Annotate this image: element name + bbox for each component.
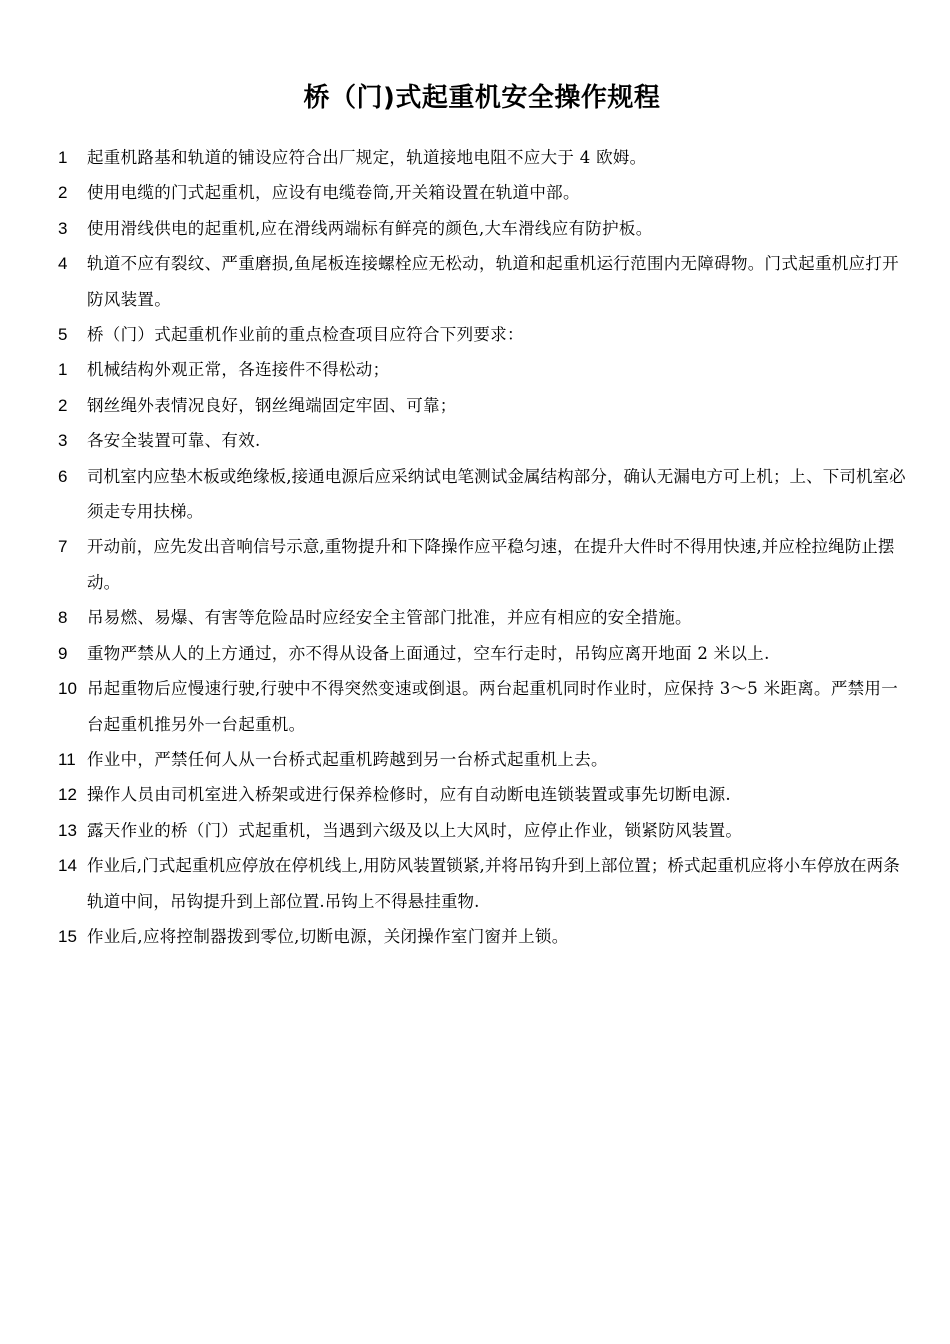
sub-rule-item bbox=[58, 388, 910, 423]
rule-number: 9 bbox=[58, 643, 68, 663]
rule-item bbox=[58, 211, 910, 246]
rule-number: 13 bbox=[58, 820, 77, 840]
rule-number: 2 bbox=[58, 395, 68, 415]
rule-text: 开动前，应先发出音响信号示意,重物提升和下降操作应平稳匀速，在提升大件时不得用快速,并应栓拉绳防止摆动。 bbox=[87, 537, 895, 592]
rule-text: 作业后,应将控制器拨到零位,切断电源，关闭操作室门窗并上锁。 bbox=[87, 926, 569, 946]
rule-text: 露天作业的桥（门）式起重机，当遇到六级及以上大风时，应停止作业，锁紧防风装置。 bbox=[87, 820, 743, 840]
rule-text: 桥（门）式起重机作业前的重点检查项目应符合下列要求： bbox=[87, 325, 524, 345]
rule-item bbox=[58, 317, 910, 352]
rule-item bbox=[58, 919, 910, 954]
rule-item bbox=[58, 600, 910, 635]
rule-number: 11 bbox=[58, 749, 76, 769]
rule-item bbox=[58, 742, 910, 777]
rule-item bbox=[58, 529, 910, 600]
rule-text: 使用电缆的门式起重机，应设有电缆卷筒,开关箱设置在轨道中部。 bbox=[87, 183, 580, 203]
rule-item bbox=[58, 848, 910, 919]
rule-text: 吊易燃、易爆、有害等危险品时应经安全主管部门批准，并应有相应的安全措施。 bbox=[87, 608, 692, 628]
rule-item bbox=[58, 813, 910, 848]
rule-item bbox=[58, 459, 910, 530]
rule-number: 14 bbox=[58, 856, 77, 876]
rule-text: 作业后,门式起重机应停放在停机线上,用防风装置锁紧,并将吊钩升到上部位置；桥式起重机应将小车停放在两条轨道中间，吊钩提升到上部位置.吊钩上不得悬挂重物. bbox=[87, 856, 900, 911]
rule-number: 5 bbox=[58, 325, 68, 345]
rule-item bbox=[58, 671, 910, 742]
rules-list bbox=[58, 140, 910, 954]
sub-rule-item bbox=[58, 423, 910, 458]
rule-number: 6 bbox=[58, 466, 68, 486]
rule-text: 使用滑线供电的起重机,应在滑线两端标有鲜亮的颜色,大车滑线应有防护板。 bbox=[87, 218, 653, 238]
document-title: 桥（门)式起重机安全操作规程 bbox=[303, 83, 661, 113]
rule-item bbox=[58, 636, 910, 671]
rule-item bbox=[58, 140, 910, 175]
rule-text: 司机室内应垫木板或绝缘板,接通电源后应采纳试电笔测试金属结构部分，确认无漏电方可上机；上、下司机室必须走专用扶梯。 bbox=[87, 466, 906, 522]
rule-text: 重物严禁从人的上方通过，亦不得从设备上面通过，空车行走时，吊钩应离开地面 2 米以上. bbox=[87, 643, 770, 663]
rule-text: 钢丝绳外表情况良好，钢丝绳端固定牢固、可靠； bbox=[87, 395, 457, 415]
rule-item bbox=[58, 777, 910, 812]
rule-number: 12 bbox=[58, 785, 77, 805]
rule-text: 起重机路基和轨道的铺设应符合出厂规定，轨道接地电阻不应大于 4 欧姆。 bbox=[87, 148, 647, 167]
rule-number: 2 bbox=[58, 183, 68, 203]
rule-item bbox=[58, 246, 910, 317]
rule-number: 1 bbox=[58, 148, 68, 167]
rule-text: 作业中，严禁任何人从一台桥式起重机跨越到另一台桥式起重机上去。 bbox=[87, 749, 608, 769]
rule-number: 3 bbox=[58, 431, 68, 451]
rule-text: 轨道不应有裂纹、严重磨损,鱼尾板连接螺栓应无松动，轨道和起重机运行范围内无障碍物。门式起重机应打开防风装置。 bbox=[87, 254, 899, 309]
rule-number: 10 bbox=[58, 679, 77, 699]
rule-text: 各安全装置可靠、有效. bbox=[87, 431, 261, 451]
rule-number: 3 bbox=[58, 218, 68, 238]
rule-number: 8 bbox=[58, 608, 68, 628]
rule-number: 1 bbox=[58, 360, 68, 380]
rule-text: 吊起重物后应慢速行驶,行驶中不得突然变速或倒退。两台起重机同时作业时，应保持 3～5 米距离。严禁用一台起重机推另外一台起重机。 bbox=[87, 679, 899, 734]
rule-item bbox=[58, 175, 910, 210]
sub-rule-item bbox=[58, 352, 910, 387]
rule-number: 7 bbox=[58, 537, 68, 557]
rule-text: 操作人员由司机室进入桥架或进行保养检修时，应有自动断电连锁装置或事先切断电源. bbox=[87, 785, 731, 805]
rule-number: 4 bbox=[58, 254, 68, 274]
rule-text: 机械结构外观正常，各连接件不得松动； bbox=[87, 360, 390, 380]
rule-number: 15 bbox=[58, 926, 77, 946]
